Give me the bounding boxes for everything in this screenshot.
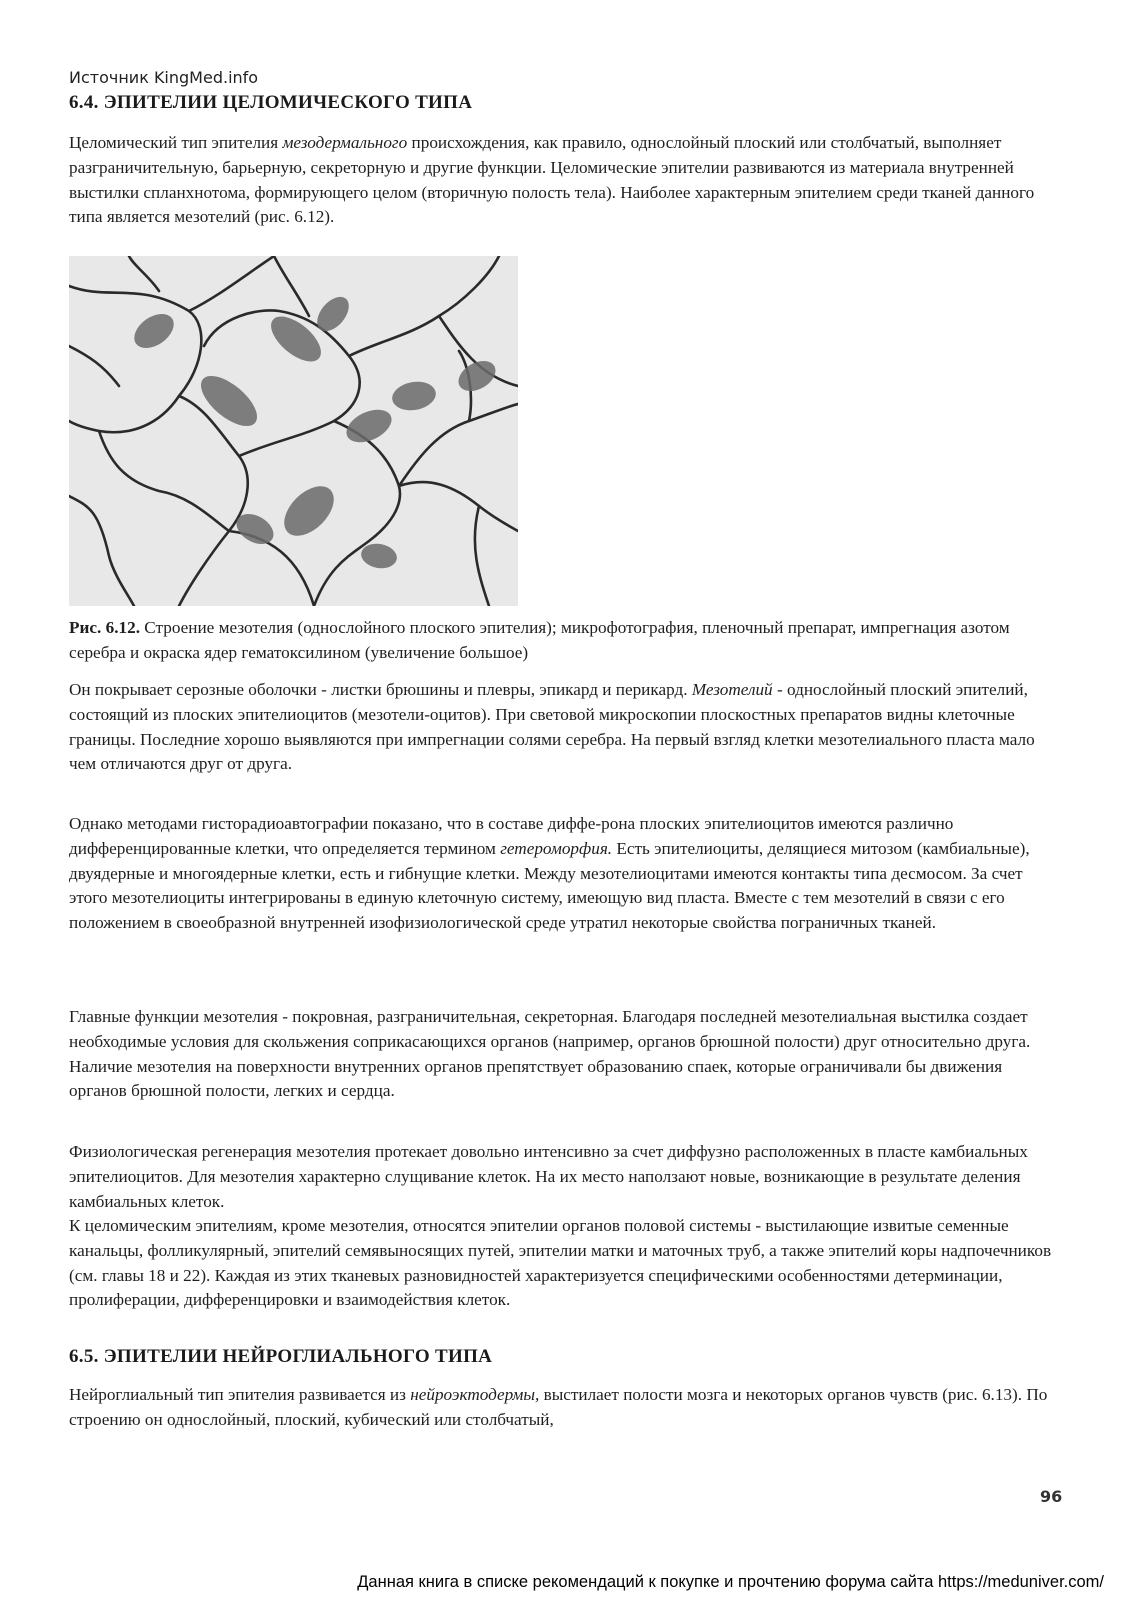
footer-note: Данная книга в списке рекомендаций к покупке и прочтению форума сайта https://meduniver.com/ xyxy=(357,1573,1104,1591)
paragraph-mesothelium-coverage: Он покрывает серозные оболочки - листки брюшины и плевры, эпикард и перикард. Мезотелий - однослойный плоский эпителий, состоящий из плоских эпителиоцитов (мезотели-оцитов). При световой микроскопии плоскостных препаратов видны клеточные границы. Последние хорошо выявляются при импрегнации солями серебра. На первый взгляд клетки мезотелиального пласта мало чем отличаются друг от друга. xyxy=(69,680,1035,774)
section-heading-6-4: 6.4. ЭПИТЕЛИИ ЦЕЛОМИЧЕСКОГО ТИПА xyxy=(69,92,473,113)
page-number: 96 xyxy=(1040,1487,1063,1506)
paragraph-neuroglial: Нейроглиальный тип эпителия развивается из нейроэктодермы, выстилает полости мозга и некоторых органов чувств (рис. 6.13). По строению он однослойный, плоский, кубический или столбчатый, xyxy=(69,1385,1048,1429)
mesothelium-micrograph xyxy=(69,256,518,606)
section-heading-6-5: 6.5. ЭПИТЕЛИИ НЕЙРОГЛИАЛЬНОГО ТИПА xyxy=(69,1346,493,1367)
paragraph-regeneration: Физиологическая регенерация мезотелия протекает довольно интенсивно за счет диффузно расположенных в пласте камбиальных эпителиоцитов. Для мезотелия характерно слущивание клеток. На их место наползают новые, возникающие в результате деления камбиальных клеток. xyxy=(69,1142,1028,1211)
source-label: Источник KingMed.info xyxy=(69,68,259,87)
paragraph-coelomic-epithelia: К целомическим эпителиям, кроме мезотелия, относятся эпителии органов половой системы - выстилающие извитые семенные канальцы, фолликулярный, эпителий семявыносящих путей, эпителии матки и маточных труб, а также эпителий коры надпочечников (см. главы 18 и 22). Каждая из этих тканевых разновидностей характеризуется специфическими особенностями детерминации, пролиферации, дифференцировки и взаимодействия клеток. xyxy=(69,1216,1052,1310)
paragraph-functions: Главные функции мезотелия - покровная, разграничительная, секреторная. Благодаря последней мезотелиальная выстилка создает необходимые условия для скольжения соприкасающихся органов (например, органов брюшной полости) друг относительно друга. Наличие мезотелия на поверхности внутренних органов препятствует образованию спаек, которые ограничивали бы движения органов брюшной полости, легких и сердца. xyxy=(69,1007,1031,1101)
paragraph-heteromorphy: Однако методами гисторадиоавтографии показано, что в составе диффе-рона плоских эпителиоцитов имеются различно дифференцированные клетки, что определяется термином гетероморфия. Есть эпителиоциты, делящиеся митозом (камбиальные), двуядерные и многоядерные клетки, есть и гибнущие клетки. Между мезотелиоцитами имеются контакты типа десмосом. За счет этого мезотелиоциты интегрированы в единую клеточную систему, имеющую вид пласта. Вместе с тем мезотелий в связи с его положением в своеобразной внутренней изофизиологической среде утратил некоторые свойства пограничных тканей. xyxy=(69,814,1030,933)
figure-caption: Рис. 6.12. Строение мезотелия (однослойного плоского эпителия); микрофотография, пленочный препарат, импрегнация азотом серебра и окраска ядер гематоксилином (увеличение большое) xyxy=(69,618,1010,662)
intro-paragraph: Целомический тип эпителия мезодермального происхождения, как правило, однослойный плоский или столбчатый, выполняет разграничительную, барьерную, секреторную и другие функции. Целомические эпителии развиваются из материала внутренней выстилки спланхнотома, формирующего целом (вторичную полость тела). Наиболее характерным эпителием среди тканей данного типа является мезотелий (рис. 6.12). xyxy=(69,133,1035,227)
